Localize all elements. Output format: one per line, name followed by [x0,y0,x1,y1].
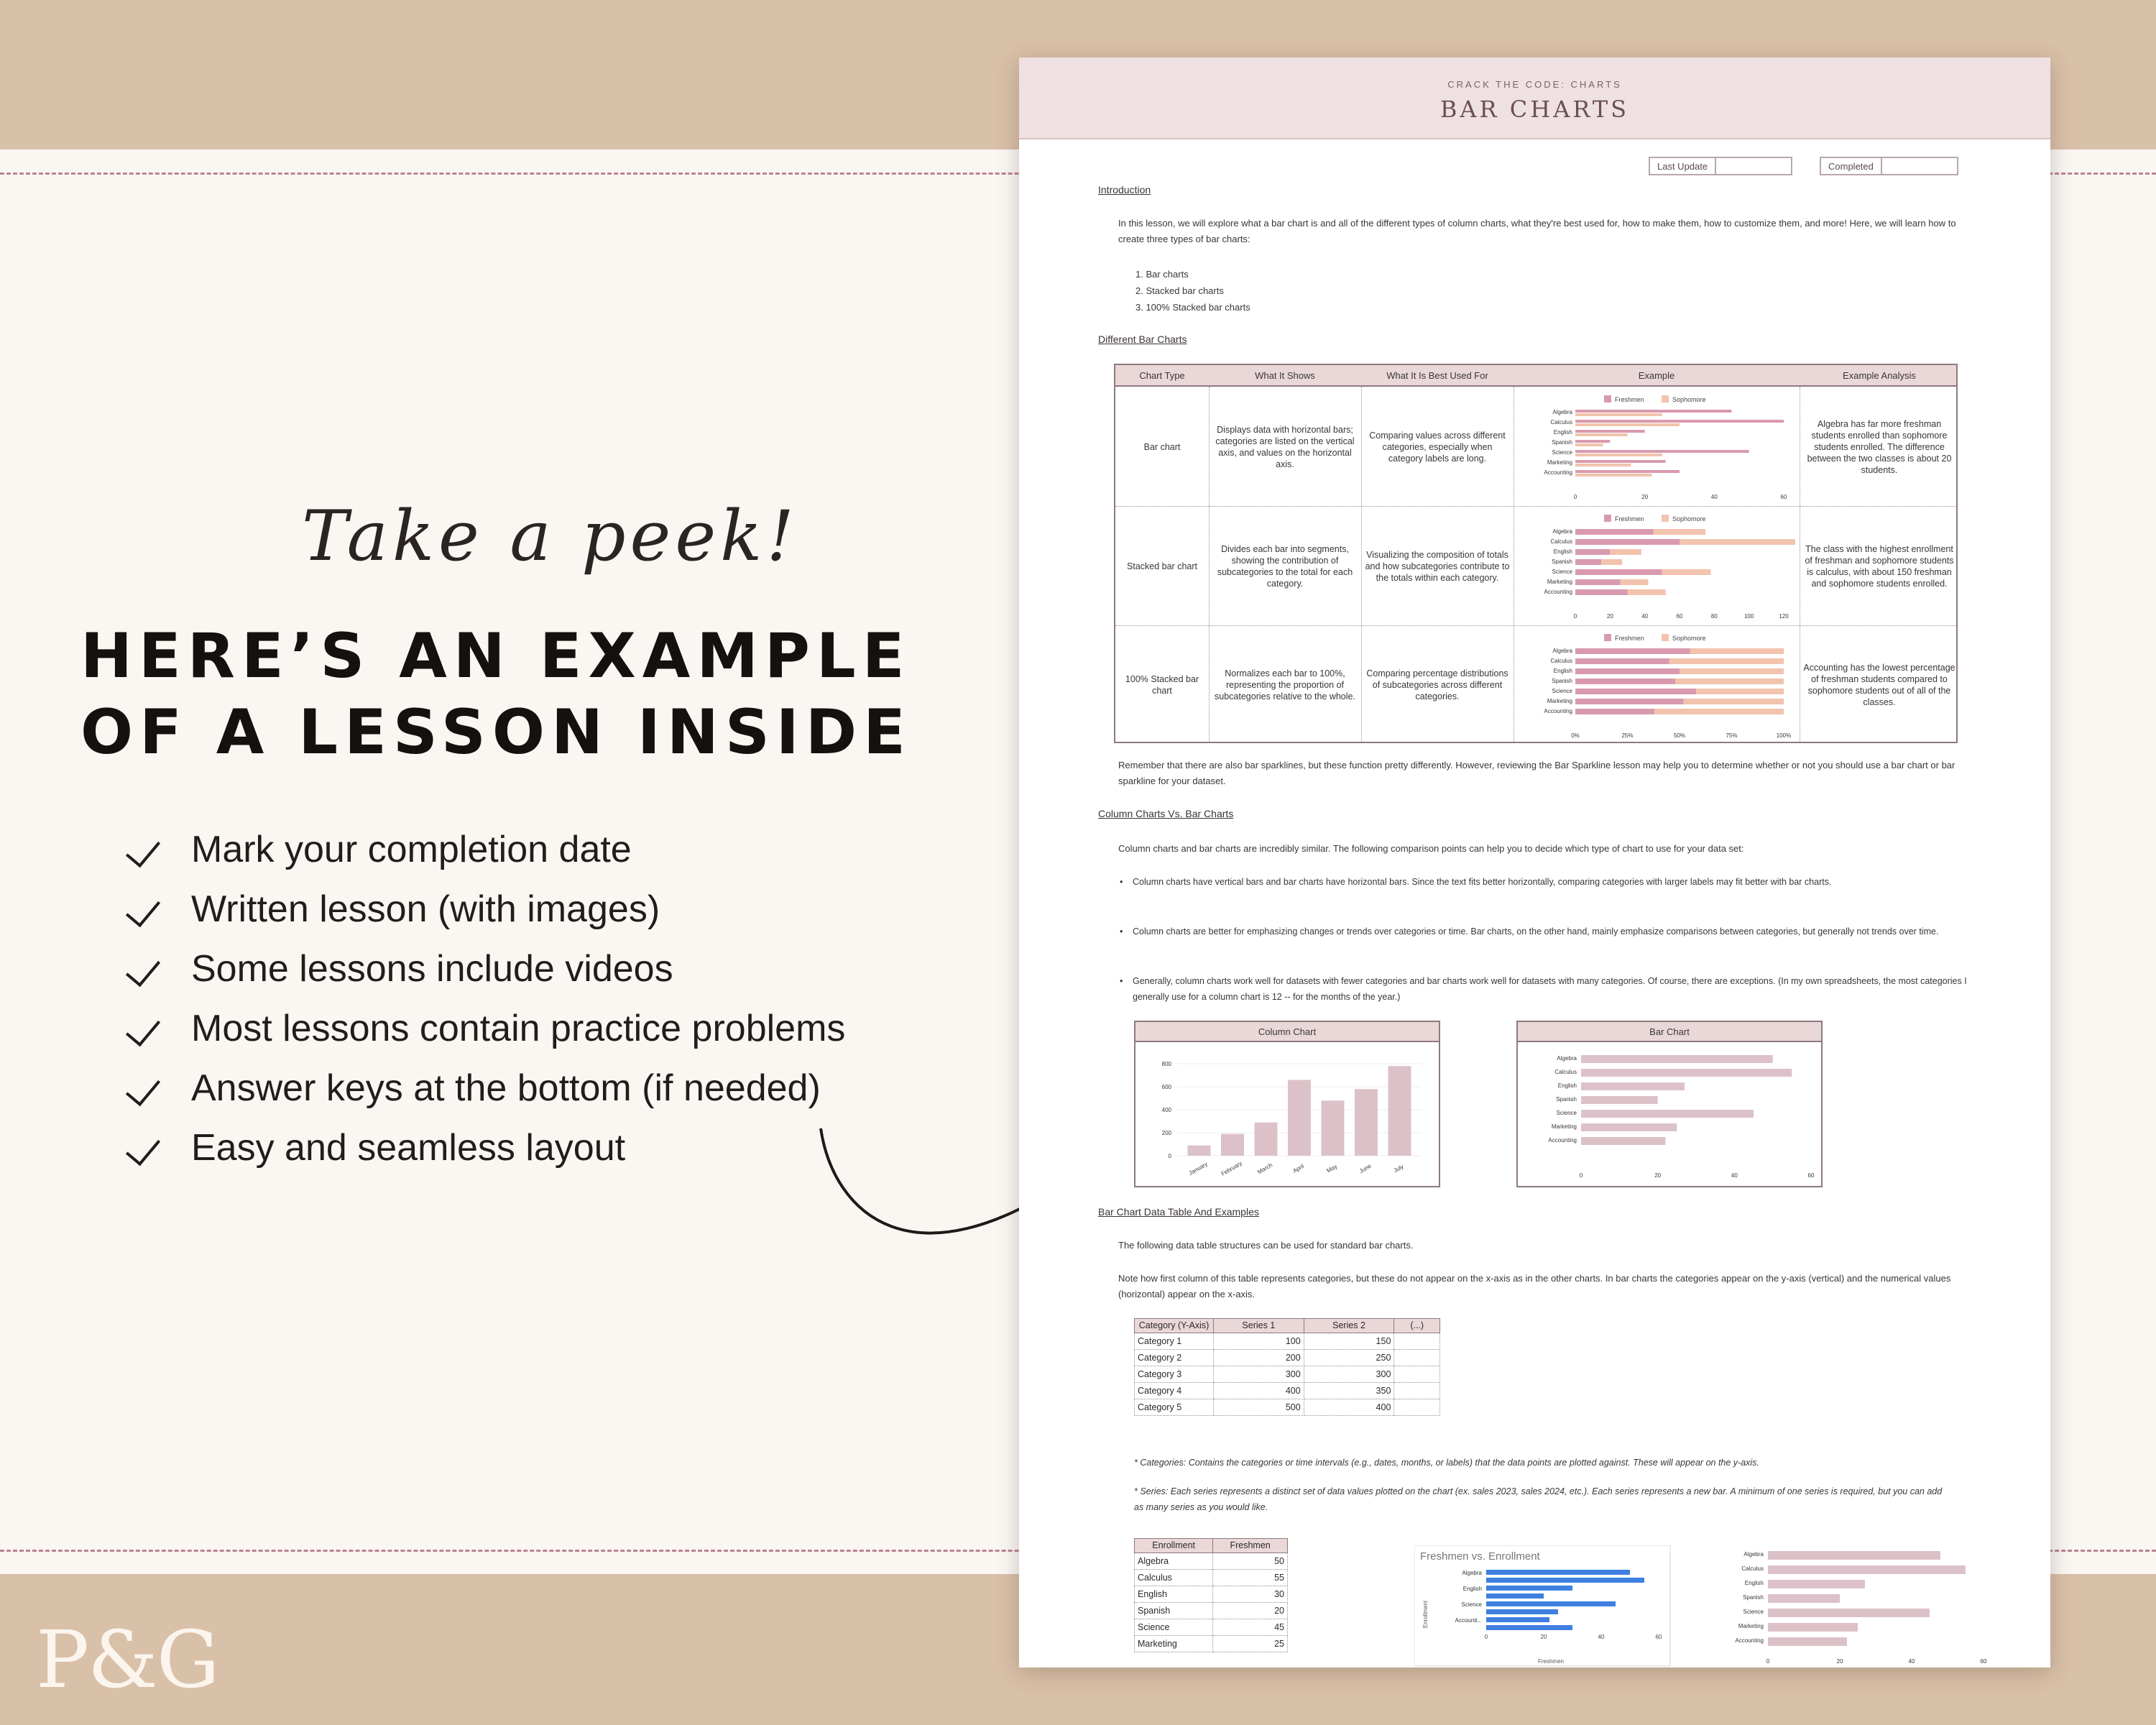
column-bar [1355,1089,1378,1156]
feature-item: Easy and seamless layout [128,1118,845,1177]
bar [1486,1593,1544,1598]
bar-segment [1610,549,1641,555]
table-cell: 400 [1214,1383,1304,1399]
script-tagline: Take a peek! [302,496,798,576]
bar-segment [1690,648,1784,654]
bar [1575,423,1680,426]
example-bar-chart [1518,391,1795,503]
table-row [1135,1570,1288,1586]
table-cell: 100 [1214,1333,1304,1350]
axis-label: Accounting [1544,469,1572,476]
axis-label: Accounting [1544,708,1572,714]
bar-segment [1575,539,1680,545]
table-cell: 55 [1213,1570,1288,1586]
tick-label: 100 [1743,613,1754,620]
table-cell: Category 1 [1135,1333,1214,1350]
table-header-cell: Series 1 [1214,1319,1304,1333]
axis-label: Science [1552,449,1572,456]
table-cell: Accounting has the lowest percentage of freshman students compared to sophomore students out of all of the classes. [1803,663,1955,707]
table-cell: Visualizing the composition of totals and how subcategories contribute to the totals within each category. [1365,550,1510,583]
tick-label: 800 [1161,1061,1171,1067]
tick-label: 80 [1710,613,1718,620]
axis-label: March [1256,1162,1274,1176]
axis-label: June [1358,1162,1373,1175]
legend-label: Sophomore [1672,396,1706,403]
series-note: * Series: Each series represents a distinct set of data values plotted on the chart (ex. sales 2023, sales 2024, etc.). Each series represents a new bar. A minimum of one series is required, but you can add as many series as you would like. [1134,1486,1943,1512]
axis-title: Freshmen [1537,1658,1565,1665]
bar [1581,1096,1658,1104]
axis-label: Algebra [1552,528,1572,535]
bar-segment [1575,569,1662,575]
bar [1581,1110,1754,1118]
legend-swatch [1662,634,1669,641]
axis-label: April [1291,1162,1305,1174]
bar-segment [1575,699,1684,704]
column-bar [1288,1080,1311,1156]
axis-label: Algebra [1462,1570,1482,1576]
tick-label: 75% [1726,732,1738,739]
legend-swatch [1662,395,1669,402]
table-cell: Normalizes each bar to 100%, representing the proportion of subcategories relative to the whole. [1215,668,1355,702]
axis-label: Science [1552,569,1572,575]
bar-segment [1575,549,1610,555]
list-item: 3. 100% Stacked bar charts [1135,302,1250,313]
completed-field[interactable]: Completed [1820,157,1958,175]
table-row [1135,1333,1440,1350]
tick-label: 0 [1573,494,1577,500]
table-row [1135,1366,1440,1383]
column-bar [1221,1134,1244,1156]
compare-bullet: • Column charts have vertical bars and bar charts have horizontal bars. Since the text fits better horizontally, comparing categories with larger labels may fit better with bar charts. [1133,874,1970,890]
table-cell: Divides each bar into segments, showing the contribution of subcategories to the total for each category. [1217,544,1353,589]
table-row [1135,1603,1288,1619]
bar-segment [1575,658,1669,664]
axis-label: Calculus [1550,538,1572,545]
tick-label: 60 [1807,1172,1815,1179]
table-cell: 250 [1304,1350,1394,1366]
bar [1486,1625,1572,1630]
table-cell: 200 [1214,1350,1304,1366]
table-cell: 50 [1213,1553,1288,1570]
intro-text: In this lesson, we will explore what a bar chart is and all of the different types of column charts, what they're best used for, how to make them, how to customize them, and more! Here, we will learn how to create three types of bar charts: [1118,218,1956,244]
bar [1486,1570,1630,1575]
axis-label: Marketing [1547,579,1572,585]
bar-segment [1575,678,1675,684]
bar [1768,1609,1930,1617]
chart-caption: Bar Chart [1518,1022,1821,1042]
last-update-field[interactable]: Last Update [1649,157,1792,175]
bar-segment [1669,658,1784,664]
table-cell: Algebra has far more freshman students enrolled than sophomore students enrolled. The difference between the two classes is about 20 students. [1807,419,1952,475]
tick-label: 60 [1980,1658,1987,1665]
bar-segment [1575,648,1690,654]
sheet-title: BAR CHARTS [1439,96,1630,123]
bar-segment [1575,559,1601,565]
checkmark-icon [128,888,168,931]
axis-label: Calculus [1554,1069,1577,1075]
tick-label: 600 [1161,1084,1171,1090]
axis-label: Algebra [1557,1055,1577,1062]
feature-item: Some lessons include videos [128,939,845,998]
legend-label: Freshmen [1615,515,1644,523]
column-bar [1255,1123,1278,1156]
tick-label: 0 [1168,1153,1171,1159]
column-bar [1322,1100,1345,1156]
section-heading: Introduction [1098,184,1151,196]
sheet-kicker: CRACK THE CODE: CHARTS [1447,79,1622,90]
axis-label: Accounting [1544,589,1572,595]
bar [1486,1609,1558,1614]
bar [1768,1580,1865,1588]
bar [1581,1123,1677,1131]
bar [1575,443,1603,446]
compare-intro: Column charts and bar charts are incredibly similar. The following comparison points can help you to decide which type of chart to use for your data set: [1118,843,1744,854]
axis-label: Science [1552,688,1572,694]
bar [1575,413,1662,416]
table-cell: Comparing percentage distributions of subcategories across different categories. [1366,668,1508,702]
tick-label: 100% [1776,732,1792,739]
bar-segment [1575,579,1621,585]
checkmark-icon [128,1067,168,1110]
legend-swatch [1662,515,1669,522]
bar-segment [1575,589,1628,595]
axis-label: Accounting [1548,1137,1577,1144]
chart-caption: Column Chart [1135,1022,1439,1042]
table-header-cell: Enrollment [1135,1539,1213,1553]
table-row [1135,1383,1440,1399]
example-100-stacked-bar-chart [1518,630,1795,742]
tick-label: 40 [1731,1172,1738,1179]
bar-segment [1575,668,1680,674]
table-cell: 20 [1213,1603,1288,1619]
axis-label: Marketing [1551,1123,1577,1130]
bar-segment [1680,668,1784,674]
bar [1486,1586,1572,1591]
table-row [1135,1636,1288,1652]
tick-label: 20 [1606,613,1613,620]
categories-note: * Categories: Contains the categories or time intervals (e.g., dates, months, or labels) that the data points are plotted against. These will appear on the y-axis. [1134,1458,1759,1468]
table-cell: 25 [1213,1636,1288,1652]
table-cell: English [1135,1586,1213,1603]
bar [1581,1082,1685,1090]
datatable-note: Note how first column of this table represents categories, but these do not appear on the x-axis as in the other charts. In bar charts the categories appear on the y-axis (vertical) and the numerical values (horizontal) appear on the x-axis. [1118,1273,1951,1300]
bar-segment [1628,589,1666,595]
table-cell: 350 [1304,1383,1394,1399]
legend-label: Freshmen [1615,635,1644,642]
feature-list [128,819,845,1177]
bar [1768,1623,1858,1632]
legend-swatch [1604,634,1611,641]
table-cell: Spanish [1135,1603,1213,1619]
bar [1768,1565,1966,1574]
tick-label: 0 [1484,1634,1488,1640]
table-cell: 100% Stacked bar chart [1125,674,1199,696]
sparkline-note: Remember that there are also bar sparklines, but these function pretty differently. However, reviewing the Bar Sparkline lesson may help you to determine whether or not you should use a bar chart or bar sparkline for your dataset. [1118,760,1955,786]
headline-line-2: OF A LESSON INSIDE [80,696,912,768]
axis-label: Spanish [1552,558,1572,565]
chart-title: Freshmen vs. Enrollment [1420,1550,1540,1563]
tick-label: 50% [1673,732,1686,739]
bar [1581,1137,1665,1145]
compare-bullet: • Column charts are better for emphasizing changes or trends over categories or time. Bar charts, on the other hand, mainly emphasize comparisons between categories, but generally not trends over time. [1133,924,1970,939]
bar [1575,433,1628,436]
table-cell: 30 [1213,1586,1288,1603]
bar [1768,1637,1847,1646]
table-cell: 400 [1304,1399,1394,1416]
table-cell: Bar chart [1143,442,1181,452]
axis-label: Calculus [1550,658,1572,664]
bar [1575,474,1651,477]
axis-label: Science [1556,1110,1577,1116]
table-header: Chart Type What It Shows What It Is Best Used For Example Example Analysis [1115,365,1956,387]
table-cell: The class with the highest enrollment of freshman and sophomore students is calculus, with about 150 freshman and sophomore students enrolled. [1805,544,1954,589]
headline-line-1: HERE’S AN EXAMPLE [80,620,911,692]
bar [1575,430,1645,433]
tick-label: 40 [1710,494,1718,500]
axis-label: English [1744,1580,1764,1586]
table-cell [1394,1333,1440,1350]
bar-segment [1575,689,1696,694]
tick-label: 60 [1655,1634,1662,1640]
section-heading: Column Charts Vs. Bar Charts [1098,808,1234,819]
feature-item: Most lessons contain practice problems [128,998,845,1058]
table-header-cell: Category (Y-Axis) [1135,1319,1214,1333]
legend-label: Sophomore [1672,515,1706,523]
table-row [1135,1350,1440,1366]
axis-label: Spanish [1743,1594,1764,1601]
table-cell: 150 [1304,1333,1394,1350]
table-row [1135,1586,1288,1603]
sheet-header [1019,58,2050,139]
bar-segment [1680,539,1795,545]
legend-swatch [1604,395,1611,402]
table-header-cell: (...) [1394,1319,1440,1333]
tick-label: 120 [1779,613,1789,620]
compare-bullet: • Generally, column charts work well for datasets with fewer categories and bar charts work well for datasets with many categories. Of course, there are exceptions. (In my own spreadsheets, the most categories I generally use for a column chart is 12 -- for the months of the year.) [1133,973,1970,1005]
bar-segment [1662,569,1711,575]
tick-label: 20 [1654,1172,1662,1179]
axis-label: English [1553,548,1572,555]
tick-label: 200 [1161,1130,1171,1136]
chart-types-table [1114,364,1958,743]
bar-segment [1684,699,1784,704]
table-cell: Displays data with horizontal bars; categories are listed on the vertical axis, and values on the horizontal axis. [1215,425,1355,469]
bar [1575,410,1732,413]
feature-item: Mark your completion date [128,819,845,879]
table-cell: Algebra [1135,1553,1213,1570]
table-cell: Science [1135,1619,1213,1636]
axis-label: May [1325,1163,1339,1174]
bar-segment [1696,689,1784,694]
bar-chart-box [1516,1021,1823,1187]
column-bar [1188,1146,1211,1156]
bar [1768,1551,1940,1560]
table-header-cell: Freshmen [1213,1539,1288,1553]
checkmark-icon [128,828,168,871]
legend-label: Sophomore [1672,635,1706,642]
axis-label: Marketing [1547,459,1572,466]
table-cell: Calculus [1135,1570,1213,1586]
table-cell [1394,1399,1440,1416]
table-row [1135,1619,1288,1636]
axis-label: Calculus [1741,1565,1764,1572]
example-stacked-bar-chart [1518,510,1795,622]
axis-label: Marketing [1547,698,1572,704]
bar [1575,470,1680,473]
tick-label: 40 [1598,1634,1605,1640]
intro-list [1135,266,1250,316]
bar-segment [1575,709,1654,714]
tick-label: 20 [1641,494,1649,500]
axis-label: Marketing [1738,1623,1764,1629]
axis-label: Calculus [1550,419,1572,426]
table-cell: Category 3 [1135,1366,1214,1383]
table-cell: Marketing [1135,1636,1213,1652]
table-cell: Category 4 [1135,1383,1214,1399]
bar-segment [1654,709,1784,714]
enrollment-bar-chart [1709,1545,1989,1668]
axis-label: Accounti... [1455,1617,1482,1624]
bar-segment [1601,559,1622,565]
legend-swatch [1604,515,1611,522]
table-cell: 300 [1214,1366,1304,1383]
bar [1575,464,1631,466]
headline [80,618,1015,770]
axis-label: Spanish [1552,439,1572,446]
lesson-sheet [1019,58,2050,1668]
axis-label: Algebra [1743,1551,1764,1558]
table-cell: 45 [1213,1619,1288,1636]
bar [1486,1601,1616,1606]
bar [1581,1069,1792,1077]
feature-item: Answer keys at the bottom (if needed) [128,1058,845,1118]
tick-label: 40 [1641,613,1649,620]
axis-label: English [1553,429,1572,436]
bar [1581,1055,1773,1063]
axis-label: Science [1461,1601,1482,1608]
list-item: 1. Bar charts [1135,269,1189,280]
axis-label: February [1220,1159,1243,1177]
bar-chart [1518,1042,1821,1186]
bar [1486,1617,1549,1622]
tick-label: 0 [1573,613,1577,620]
table-cell [1394,1350,1440,1366]
axis-label: English [1557,1082,1577,1089]
bar [1575,460,1666,463]
axis-label: Science [1743,1609,1764,1615]
table-cell [1394,1366,1440,1383]
feature-item: Written lesson (with images) [128,879,845,939]
section-heading: Different Bar Charts [1098,334,1187,345]
bar-segment [1654,529,1706,535]
column-chart [1135,1042,1439,1186]
axis-title: Enrollment [1422,1600,1429,1629]
data-table [1134,1318,1440,1416]
bar [1575,420,1784,423]
tick-label: 0% [1571,732,1580,739]
table-cell: Category 5 [1135,1399,1214,1416]
axis-label: Algebra [1552,409,1572,415]
column-bar [1388,1066,1411,1156]
section-heading: Bar Chart Data Table And Examples [1098,1206,1259,1218]
table-row [1135,1399,1440,1416]
brand-logo: P&G [36,1614,218,1706]
legend-label: Freshmen [1615,396,1644,403]
axis-label: Accounting [1735,1637,1764,1644]
bar-segment [1575,529,1654,535]
bar [1575,440,1610,443]
column-chart-box [1134,1021,1440,1187]
tick-label: 60 [1676,613,1683,620]
table-header-cell: Series 2 [1304,1319,1394,1333]
axis-label: English [1462,1586,1482,1592]
tick-label: 400 [1161,1107,1171,1113]
bar [1575,454,1662,456]
enrollment-table [1134,1538,1288,1652]
axis-label: July [1392,1163,1405,1174]
list-item: 2. Stacked bar charts [1135,285,1224,296]
axis-label: English [1553,668,1572,674]
tick-label: 60 [1780,494,1787,500]
axis-label: Spanish [1556,1096,1577,1103]
table-row [1135,1553,1288,1570]
table-cell: Comparing values across different categories, especially when category labels are long. [1369,431,1506,464]
tick-label: 40 [1908,1658,1915,1665]
bar [1486,1578,1644,1583]
freshmen-vs-enrollment-chart [1414,1545,1673,1668]
table-cell: Category 2 [1135,1350,1214,1366]
checkmark-icon [128,947,168,990]
table-cell: 300 [1304,1366,1394,1383]
tick-label: 0 [1766,1658,1770,1665]
axis-label: January [1187,1160,1209,1177]
table-cell [1394,1383,1440,1399]
tick-label: 25% [1621,732,1634,739]
table-cell: Stacked bar chart [1127,561,1197,571]
axis-label: Algebra [1552,648,1572,654]
tick-label: 0 [1579,1172,1583,1179]
checkmark-icon [128,1007,168,1050]
checkmark-icon [128,1126,168,1169]
table-cell: 500 [1214,1399,1304,1416]
tick-label: 20 [1540,1634,1547,1640]
bar [1575,450,1749,453]
bar [1768,1594,1840,1603]
bar-segment [1621,579,1649,585]
axis-label: Spanish [1552,678,1572,684]
bar-segment [1675,678,1784,684]
datatable-intro: The following data table structures can be used for standard bar charts. [1118,1240,1414,1251]
tick-label: 20 [1836,1658,1843,1665]
